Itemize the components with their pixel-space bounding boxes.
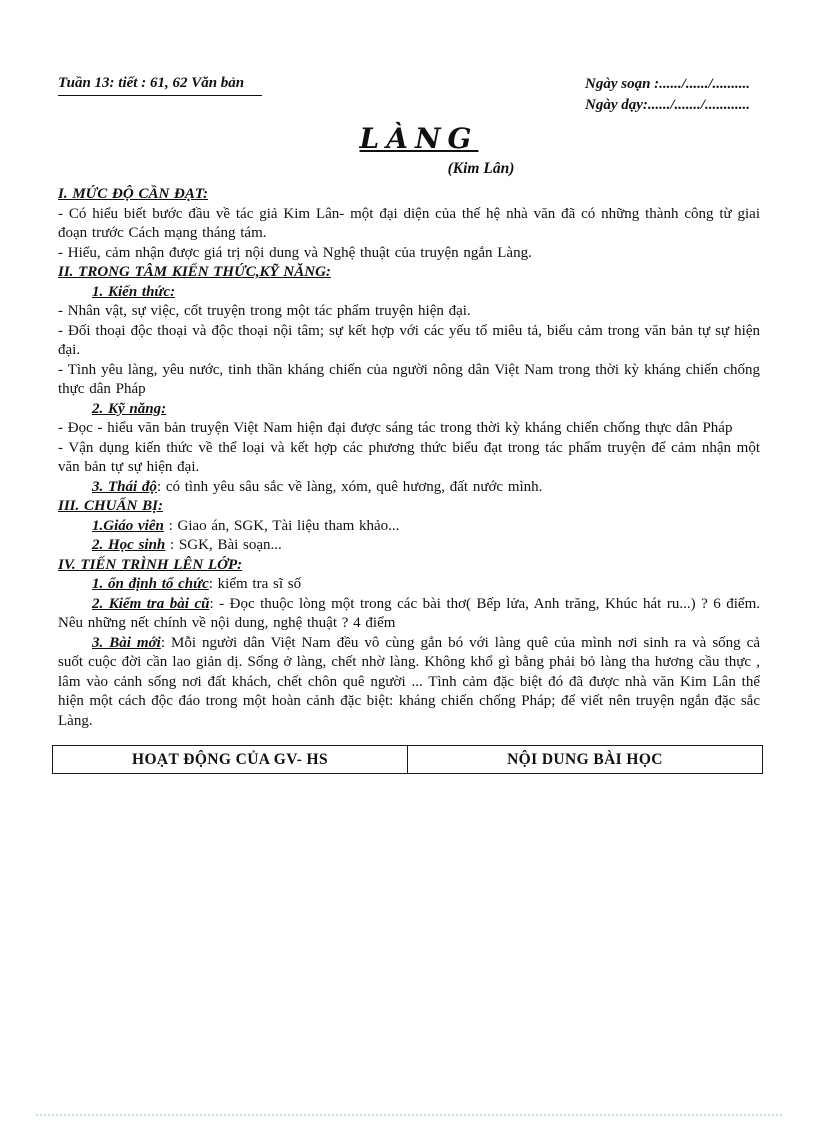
runin-heading: 3. Bài mới (92, 634, 161, 651)
title-row (58, 124, 760, 159)
paragraph: 2. Kiểm tra bài cũ: - Đọc thuộc lòng một trong các bài thơ( Bếp lửa, Anh trăng, Khúc hát ru...) ? 6 điểm. Nêu những nết chính về nội dung, nghệ thuật ? 4 điểm (58, 595, 761, 631)
section-heading: III. CHUẨN BỊ: (58, 498, 163, 514)
paragraph: - Hiểu, cảm nhận được giá trị nội dung và Nghệ thuật của truyện ngắn Làng. (58, 244, 532, 261)
paragraph: 3. Bài mới: Mỗi người dân Việt Nam đều vô cùng gắn bó với làng quê của mình nơi sinh ra và sống cả suốt cuộc đời cần lao giản dị. Sống ở làng, chết nhờ làng. Không khổ gì bằng phải bỏ làng tha hương cầu thực , lâm vào cảnh sống nơi đất khách, chết chôn quê người ... Tình cảm đặc biệt đó đã được nhà văn Kim Lân thể hiện một cách độc đáo trong một hoàn cảnh đặc biệt: kháng chiến chống Pháp; để viết nên truyện ngắn đặc sắc Làng. (58, 634, 760, 729)
paragraph: - Đối thoại độc thoại và độc thoại nội tâm; sự kết hợp với các yếu tố miêu tả, biểu cảm trong văn bản tự sự hiện đại. (58, 322, 760, 358)
table-header-content: NỘI DUNG BÀI HỌC (408, 746, 763, 774)
activity-table (52, 745, 763, 774)
section-heading: II. TRONG TÂM KIẾN THỨC,KỸ NĂNG: (58, 264, 331, 280)
author-name: (Kim Lân) (447, 160, 515, 177)
document-body (58, 185, 760, 731)
date-taught-line: Ngày dạy:....../......./............ (585, 97, 750, 113)
paragraph: - Tình yêu làng, yêu nước, tinh thần kháng chiến của người nông dân Việt Nam trong thời kỳ kháng chiến chống thực dân Pháp (58, 361, 760, 397)
page-header (58, 74, 760, 120)
date-block (585, 74, 750, 116)
scan-artifact-dotted-line (36, 1114, 782, 1116)
paragraph: 1. ổn định tổ chức: kiểm tra sĩ số (92, 576, 302, 592)
paragraph: 1.Giáo viên : Giao án, SGK, Tài liệu tham khảo... (92, 517, 400, 534)
runin-heading: 2. Học sinh (92, 537, 166, 553)
subtitle-row (58, 159, 760, 179)
paragraph: - Vận dụng kiến thức về thể loại và kết hợp các phương thức biểu đạt trong tác phẩm truyện để cảm nhận một văn bản tự sự hiện đại. (58, 439, 760, 475)
document-title: LÀNG (359, 122, 479, 155)
section-heading: I. MỨC ĐỘ CẦN ĐẠT: (58, 186, 208, 202)
paragraph: - Có hiểu biết bước đầu về tác giả Kim Lân- một đại diện của thế hệ nhà văn đã có những thành công từ giai đoạn trước Cách mạng tháng tám. (58, 205, 760, 241)
runin-heading: 1.Giáo viên (92, 517, 164, 534)
runin-heading: 3. Thái độ (92, 478, 157, 495)
table-header-row (53, 746, 763, 774)
runin-heading: 1. ổn định tổ chức (92, 576, 209, 592)
sub-heading: 1. Kiến thức: (92, 283, 176, 300)
section-heading: IV. TIẾN TRÌNH LÊN LỚP: (58, 556, 243, 573)
lesson-reference: Tuần 13: tiết : 61, 62 Văn bản (58, 74, 262, 96)
paragraph: 2. Học sinh : SGK, Bài soạn... (92, 537, 282, 553)
table-header-activities: HOẠT ĐỘNG CỦA GV- HS (53, 746, 408, 774)
paragraph: - Nhân vật, sự việc, cốt truyện trong một tác phẩm truyện hiện đại. (58, 303, 471, 319)
sub-heading: 2. Kỹ năng: (92, 400, 167, 417)
paragraph: 3. Thái độ: có tình yêu sâu sắc về làng, xóm, quê hương, đất nước mình. (92, 478, 543, 495)
page-content (58, 74, 760, 774)
paragraph: - Đọc - hiểu văn bản truyện Việt Nam hiện đại được sáng tác trong thời kỳ kháng chiến chống thực dân Pháp (58, 420, 733, 436)
runin-heading: 2. Kiểm tra bài cũ (92, 595, 210, 612)
date-prepared-line: Ngày soạn :....../....../.......... (585, 76, 750, 92)
